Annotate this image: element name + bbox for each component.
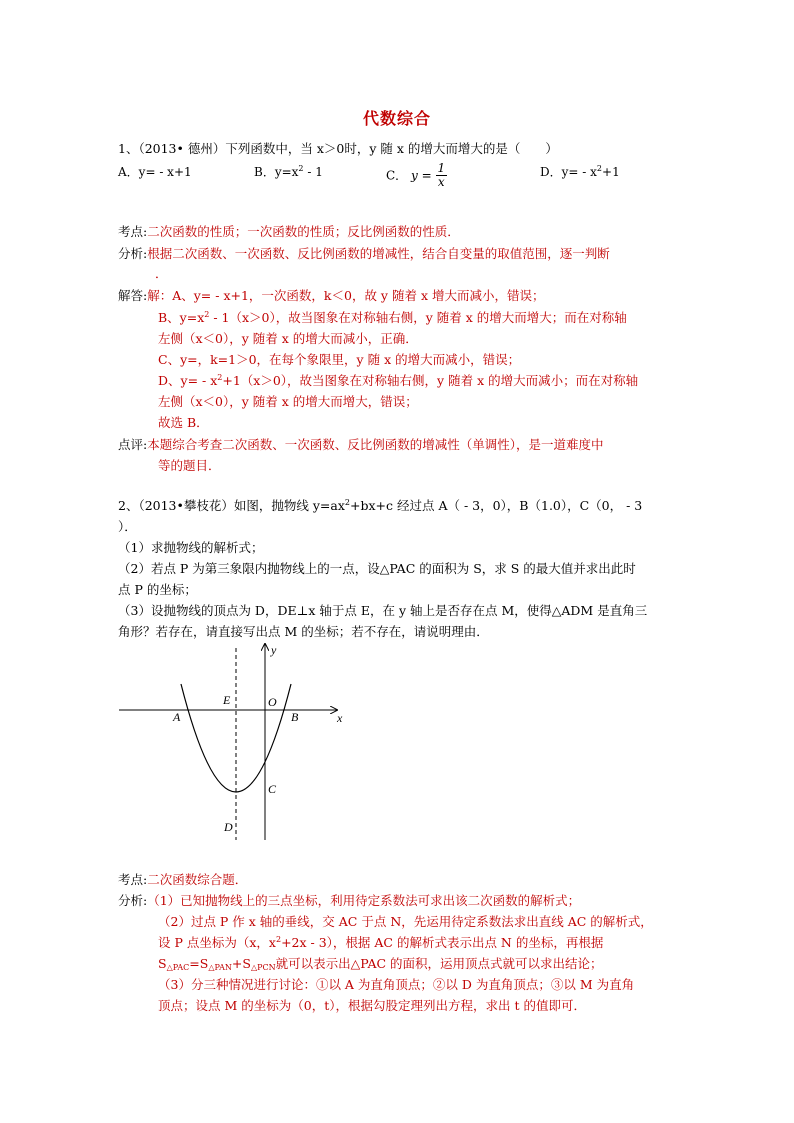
parabola-figure <box>115 640 350 842</box>
label-A: A <box>173 710 181 724</box>
q1-option-a: A．y= - x+1 <box>118 165 192 179</box>
q1-jieda-c: C、y=，k=1＞0，在每个象限里，y 随 x 的增大而减小，错误； <box>158 352 521 367</box>
q2-stem-cont: ）． <box>118 519 137 534</box>
q2-stem: 2、（2013•攀枝花）如图，抛物线 $y=ax^2+bx+c$ 经过点 A（ - 3，0），B（1.0），C（0， - 3 <box>118 498 643 513</box>
q1-jieda-d: D、$y= - x^2+1(x>0)$，故当图象在对称轴右侧，y 随着 x 的增大而减小；而在对称轴 <box>158 373 639 388</box>
q1-jieda-line3: 左侧（x＜0），y 随着 x 的增大而减小，正确． <box>158 331 418 346</box>
label-x: x <box>337 711 343 725</box>
q1-dianping-cont: 等的题目． <box>158 458 221 473</box>
label-y: y <box>271 643 277 657</box>
q1-jieda-line6: 左侧（x＜0），y 随着 x 的增大而增大，错误； <box>158 394 418 409</box>
q1-fenxi-cont: ． <box>155 266 168 281</box>
q1-jieda-b: B、$y=x^2 - 1(x>0)$，故当图象在对称轴右侧，y 随着 x 的增大而增大；而在对称轴 <box>158 310 627 325</box>
q1-option-d: D．$y= - x^2+1$ <box>540 164 620 179</box>
fraction-1-over-x: $\frac{1}{x}$ <box>437 161 446 189</box>
q1-kaodian: 考点:二次函数的性质；一次函数的性质；反比例函数的性质． <box>118 224 460 239</box>
label-B: B <box>291 710 299 724</box>
q2-part1: （1）求抛物线的解析式； <box>118 540 264 555</box>
q1-option-c: C． y = $\frac{1}{x}$ <box>386 161 446 189</box>
q2-part3: （3）设抛物线的顶点为 D，DE⊥x 轴于点 E，在 y 轴上是否存在点 M，使得△ADM 是直角三 <box>118 603 648 618</box>
q1-jieda: 解答:解：A、y= - x+1，一次函数，k＜0，故 y 随着 x 增大而减小，错误； <box>118 288 545 303</box>
q1-stem: 1、（2013• 德州）下列函数中，当 x＞0时，y 随 x 的增大而增大的是（ ） <box>118 141 558 156</box>
q1-option-b: B．$y=x^2 - 1$ <box>254 164 323 179</box>
page-title: 代数综合 <box>362 109 431 128</box>
q2-part2-cont: 点 P 的坐标； <box>118 582 197 597</box>
q1-jieda-answer: 故选 B． <box>158 415 209 430</box>
q2-fenxi-line6: 顶点；设点 M 的坐标为（0，t），根据勾股定理列出方程，求出 t 的值即可． <box>158 998 586 1013</box>
q2-kaodian: 考点:二次函数综合题． <box>118 872 248 887</box>
q2-fenxi-line3: 设 P 点坐标为（x，$x^2+2x - 3$），根据 AC 的解析式表示出点 N 的坐标，再根据 <box>158 935 604 950</box>
q2-fenxi-line5: （3）分三种情况进行讨论：①以 A 为直角顶点；②以 D 为直角顶点；③以 M 为直角 <box>158 977 635 992</box>
q1-dianping: 点评:本题综合考查二次函数、一次函数、反比例函数的增减性（单调性），是一道难度中 <box>118 437 604 452</box>
q2-part2: （2）若点 P 为第三象限内抛物线上的一点，设△PAC 的面积为 S，求 S 的最大值并求出此时 <box>118 561 636 576</box>
label-E: E <box>223 693 231 707</box>
q2-part3-cont: 角形？若存在，请直接写出点 M 的坐标；若不存在，请说明理由． <box>118 624 489 639</box>
q2-fenxi-line2: （2）过点 P 作 x 轴的垂线，交 AC 于点 N，先运用待定系数法求出直线 AC 的解析式， <box>158 914 653 929</box>
label-O: O <box>268 695 277 709</box>
q1-fenxi: 分析:根据二次函数、一次函数、反比例函数的增减性，结合自变量的取值范围，逐一判断 <box>118 246 610 261</box>
q2-fenxi-line4: $S_{\triangle PAC}=S_{\triangle PAN}+S_{\triangle PCN}$就可以表示出△PAC 的面积，运用顶点式就可以求出结论； <box>158 956 603 972</box>
label-C: C <box>268 782 277 796</box>
q2-fenxi: 分析:（1）已知抛物线上的三点坐标，利用待定系数法可求出该二次函数的解析式； <box>118 893 581 908</box>
label-D: D <box>224 820 233 834</box>
